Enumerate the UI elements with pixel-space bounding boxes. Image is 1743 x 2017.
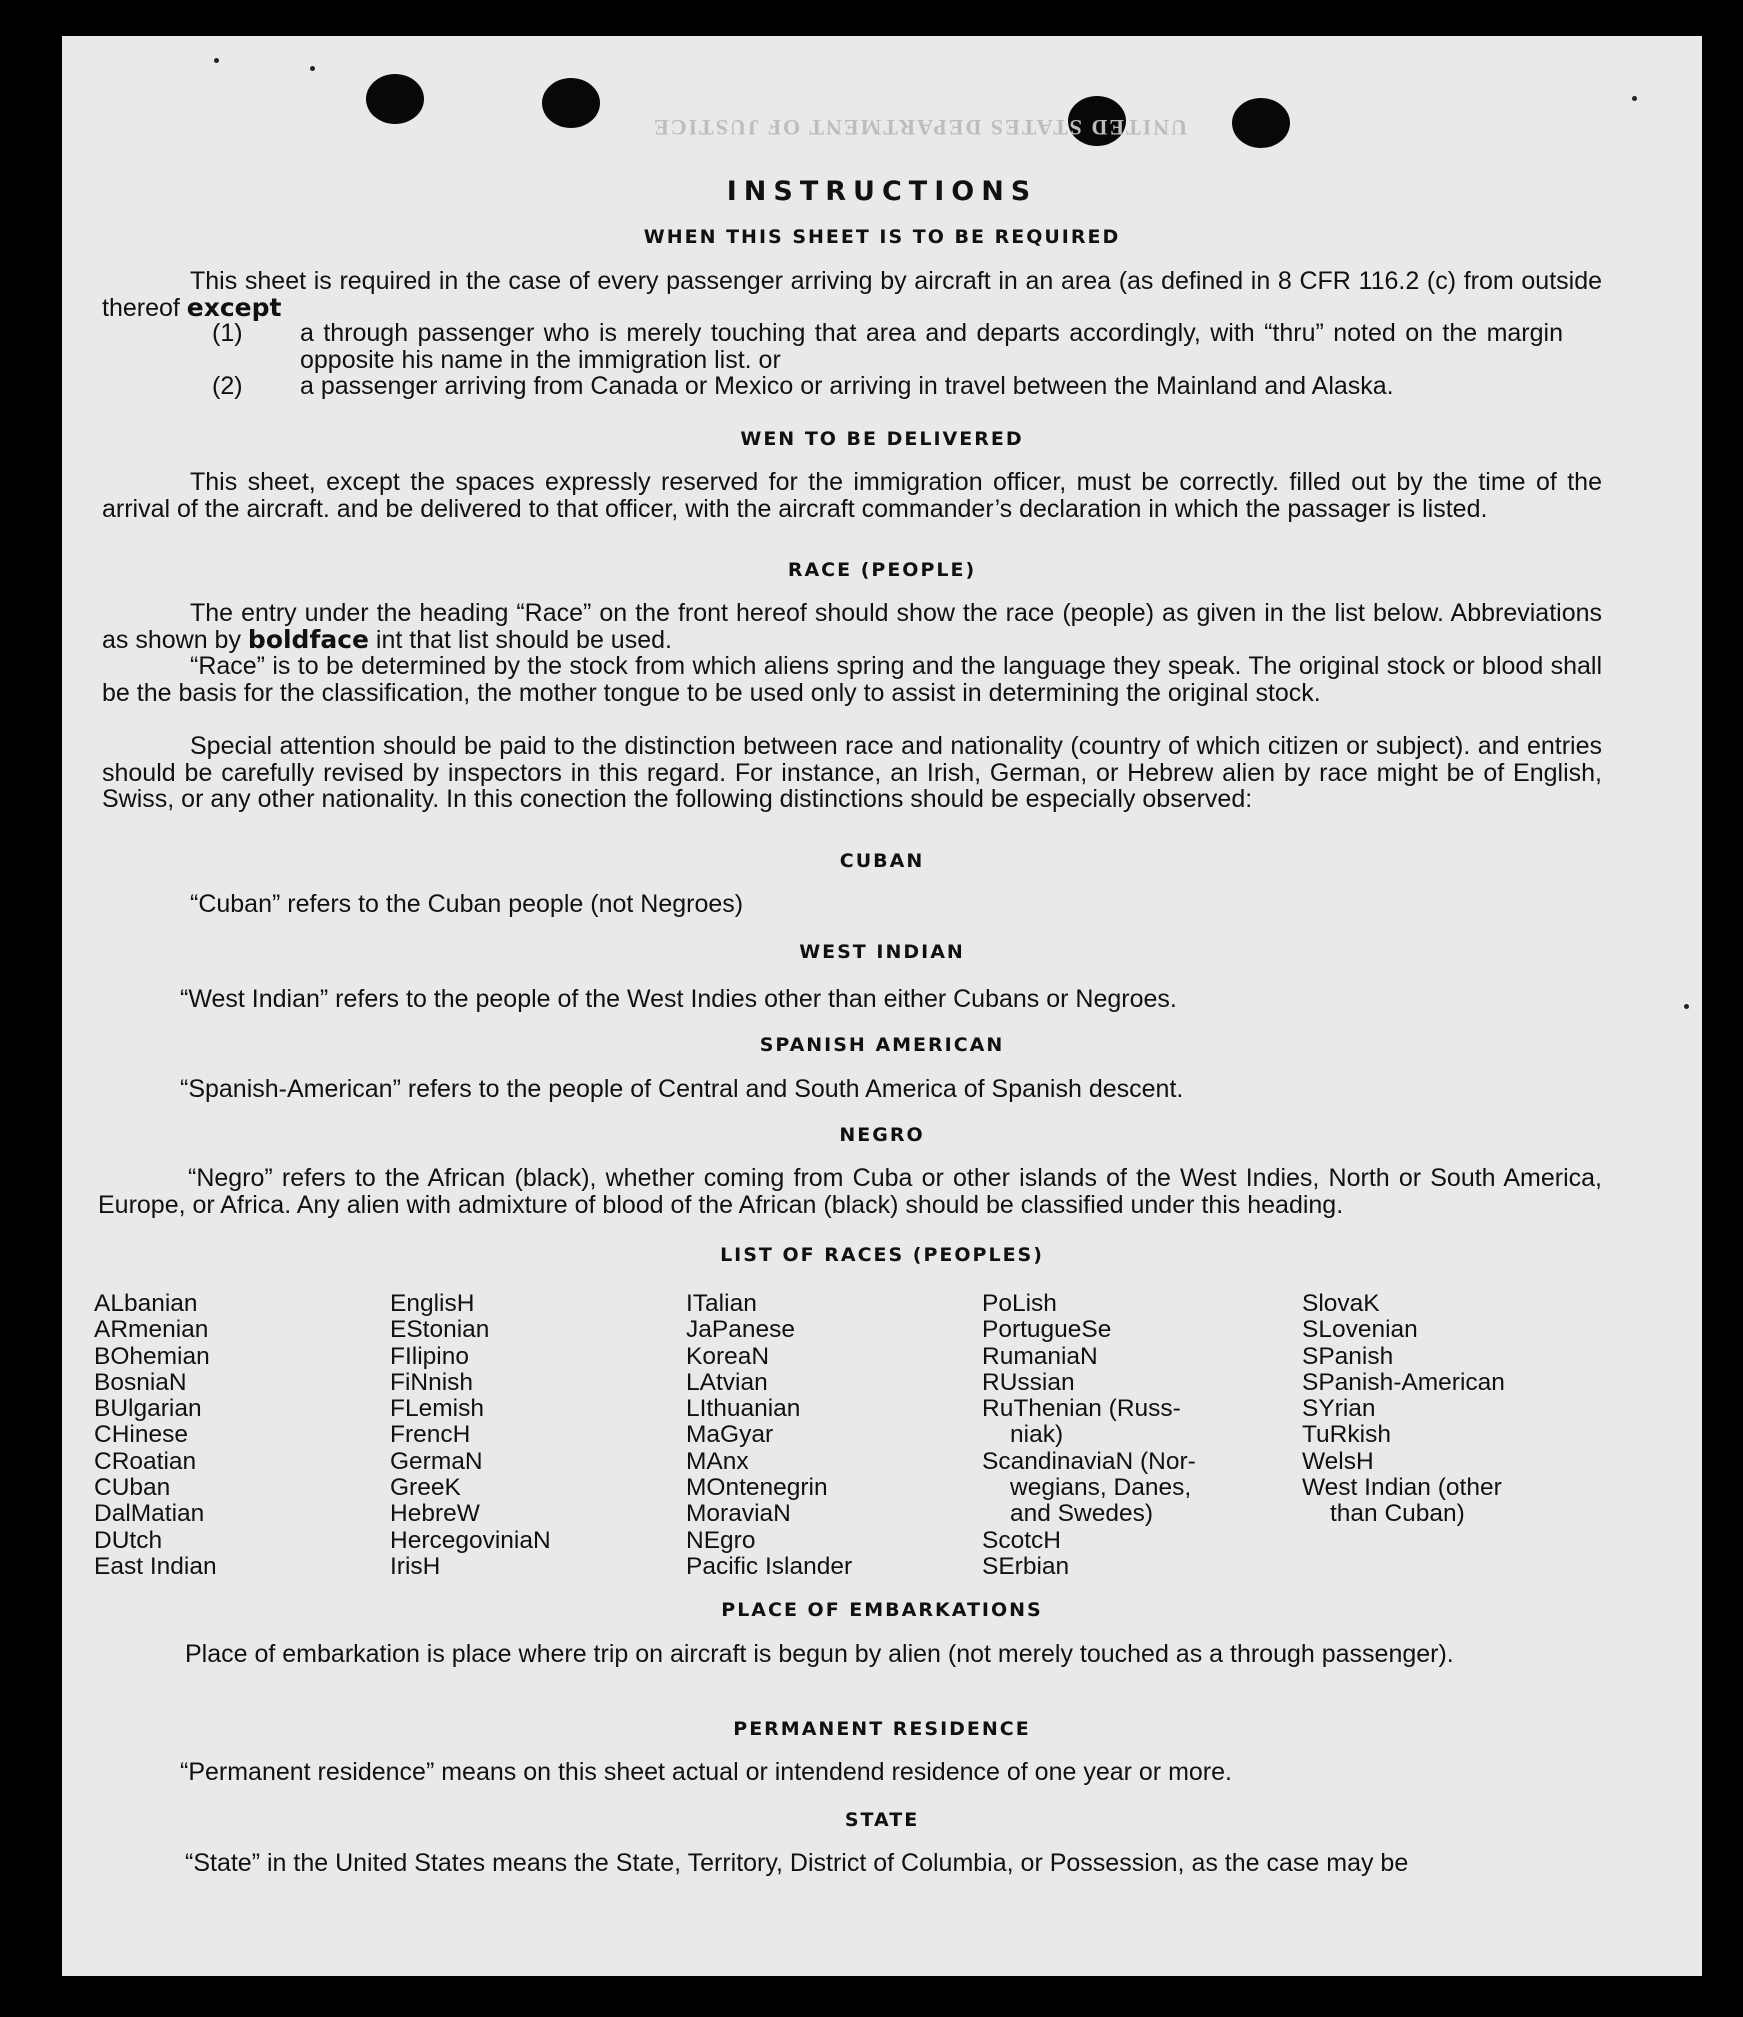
boldface-word: boldface (247, 624, 369, 654)
race-entry: WelsH (1302, 1447, 1374, 1475)
punch-hole (366, 74, 424, 124)
race-entry: SErbian (982, 1552, 1070, 1580)
race-entry: CUban (94, 1474, 171, 1502)
section-heading-residence: PERMANENT RESIDENCE (733, 1718, 1031, 1740)
race-entry: BUlgarian (94, 1395, 202, 1423)
race-entry: GreeK (390, 1474, 461, 1502)
residence-paragraph: “Permanent residence” means on this sheet actual or intendend residence of one year or more. (180, 1758, 1232, 1786)
race-entry: KoreaN (686, 1342, 770, 1370)
race-paragraph-3: Special attention should be paid to the distinction between race and nationality (country of which citizen or subject). and entries should be carefully revised by inspectors in this regard. For instance, an Irish, German, or Hebrew alien by race might be of English, Swiss, or any other nationality. In this conection the following distinctions should be especially observed: (102, 732, 1602, 813)
race-paragraph-1: The entry under the heading “Race” on the front hereof should show the race (people) as given in the list below. Abbreviations as shown by boldface int that list should be used. (102, 599, 1602, 654)
race-entry: MOntenegrin (686, 1474, 828, 1502)
section-heading-spanish-american: SPANISH AMERICAN (759, 1034, 1005, 1056)
race-entry: TuRkish (1302, 1421, 1391, 1449)
race-entry: IrisH (390, 1552, 441, 1580)
race-entry: and Swedes) (1010, 1500, 1154, 1528)
race-entry: MaGyar (686, 1421, 774, 1449)
required-paragraph: This sheet is required in the case of every passenger arriving by aircraft in an area (as defined in 8 CFR 116.2 (c) from outside thereof except (102, 267, 1602, 322)
negro-paragraph: “Negro” refers to the African (black), whether coming from Cuba or other islands of the West Indies, North or South America, Europe, or Africa. Any alien with admixture of blood of the African (black) should be classified under this heading. (98, 1164, 1602, 1219)
speck (1684, 1004, 1689, 1009)
race-entry: ScotcH (982, 1526, 1061, 1554)
race-entry: West Indian (other (1302, 1474, 1502, 1502)
item-number: (2) (212, 372, 243, 400)
item-text: a passenger arriving from Canada or Mexico or arriving in travel between the Mainland and Alaska. (300, 372, 1394, 400)
race-entry: DalMatian (94, 1500, 205, 1528)
delivered-paragraph: This sheet, except the spaces expressly reserved for the immigration officer, must be correctly. filled out by the time of the arrival of the aircraft. and be delivered to that officer, with the aircraft commander’s declaration in which the passager is listed. (102, 468, 1602, 523)
speck (1632, 96, 1637, 101)
race-entry: BOhemian (94, 1342, 210, 1370)
race-entry: SPanish (1302, 1342, 1394, 1370)
race-paragraph-2: “Race” is to be determined by the stock from which aliens spring and the language they speak. The original stock or blood shall be the basis for the classification, the mother tongue to be used only to assist in determining the original stock. (102, 652, 1602, 707)
race-entry: Pacific Islander (686, 1552, 853, 1580)
race-entry: ITalian (686, 1290, 757, 1317)
race-entry: RumaniaN (982, 1342, 1098, 1370)
race-entry: DUtch (94, 1526, 163, 1554)
section-heading-west-indian: WEST INDIAN (799, 941, 965, 963)
race-entry: FIlipino (390, 1342, 469, 1370)
race-entry: RUssian (982, 1368, 1075, 1396)
race-entry: niak) (1010, 1421, 1064, 1449)
race-column-3 (686, 1291, 852, 1580)
race-entry: LAtvian (686, 1368, 768, 1396)
item-number: (1) (212, 319, 243, 347)
race-entry: wegians, Danes, (1010, 1474, 1192, 1502)
race-entry: EnglisH (390, 1290, 475, 1317)
section-heading-embarkation: PLACE OF EMBARKATIONS (721, 1599, 1043, 1621)
section-heading-races-list: LIST OF RACES (PEOPLES) (720, 1244, 1044, 1266)
race-column-4 (982, 1291, 1196, 1580)
race-entry: FiNnish (390, 1368, 474, 1396)
page-title: INSTRUCTIONS (726, 176, 1038, 207)
race-entry: NEgro (686, 1526, 756, 1554)
race-entry: than Cuban) (1330, 1500, 1465, 1528)
item-text: a through passenger who is merely touching that area and departs accordingly, with “thru” noted on the margin opposite his name in the immigration list. or (300, 319, 1563, 374)
race-column-2 (390, 1291, 551, 1580)
race-entry: SPanish-American (1302, 1368, 1505, 1396)
state-paragraph: “State” in the United States means the State, Territory, District of Columbia, or Possession, as the case may be (185, 1849, 1409, 1877)
section-heading-cuban: CUBAN (839, 850, 925, 872)
race-entry: SLovenian (1302, 1316, 1418, 1344)
race-entry: MAnx (686, 1447, 749, 1475)
except-bold: except (186, 292, 282, 322)
race-entry: PoLish (982, 1290, 1057, 1317)
race-entry: GermaN (390, 1447, 483, 1475)
race-entry: FrencH (390, 1421, 471, 1449)
race-entry: BosniaN (94, 1368, 187, 1396)
race-entry: MoraviaN (686, 1500, 791, 1528)
race-entry: ARmenian (94, 1316, 209, 1344)
race-entry: SYrian (1302, 1395, 1376, 1423)
embarkation-paragraph: Place of embarkation is place where trip on aircraft is begun by alien (not merely touched as a through passenger). (185, 1640, 1454, 1668)
cuban-paragraph: “Cuban” refers to the Cuban people (not Negroes) (190, 890, 744, 918)
speck (310, 66, 315, 71)
document-sheet (62, 36, 1702, 1976)
race-entry: CHinese (94, 1421, 188, 1449)
race-column-5 (1302, 1291, 1505, 1528)
race-entry: JaPanese (686, 1316, 795, 1344)
race-column-1 (94, 1291, 217, 1580)
punch-hole (542, 78, 600, 128)
section-heading-race: RACE (PEOPLE) (787, 559, 977, 581)
section-heading-delivered: WEN TO BE DELIVERED (740, 428, 1024, 450)
race-entry: SlovaK (1302, 1290, 1380, 1317)
spanish-american-paragraph: “Spanish-American” refers to the people of Central and South America of Spanish descent. (180, 1075, 1184, 1103)
speck (214, 58, 219, 63)
section-heading-required: WHEN THIS SHEET IS TO BE REQUIRED (643, 226, 1121, 248)
race-entry: PortugueSe (982, 1316, 1112, 1344)
section-heading-state: STATE (844, 1809, 920, 1831)
race-entry: LIthuanian (686, 1395, 801, 1423)
race-entry: ScandinaviaN (Nor- (982, 1447, 1196, 1475)
race-entry: FLemish (390, 1395, 484, 1423)
bleed-through-text: UNITED STATES DEPARTMENT OF JUSTICE (652, 115, 1187, 140)
west-indian-paragraph: “West Indian” refers to the people of the West Indies other than either Cubans or Negroes. (180, 985, 1177, 1013)
race-entry: East Indian (94, 1552, 217, 1580)
race-entry: RuThenian (Russ- (982, 1395, 1181, 1423)
race-entry: HebreW (390, 1500, 480, 1528)
race-entry: ALbanian (94, 1290, 198, 1317)
punch-hole (1232, 98, 1290, 148)
race-entry: EStonian (390, 1316, 490, 1344)
section-heading-negro: NEGRO (839, 1124, 925, 1146)
race-entry: HercegoviniaN (390, 1526, 551, 1554)
race-entry: CRoatian (94, 1447, 197, 1475)
